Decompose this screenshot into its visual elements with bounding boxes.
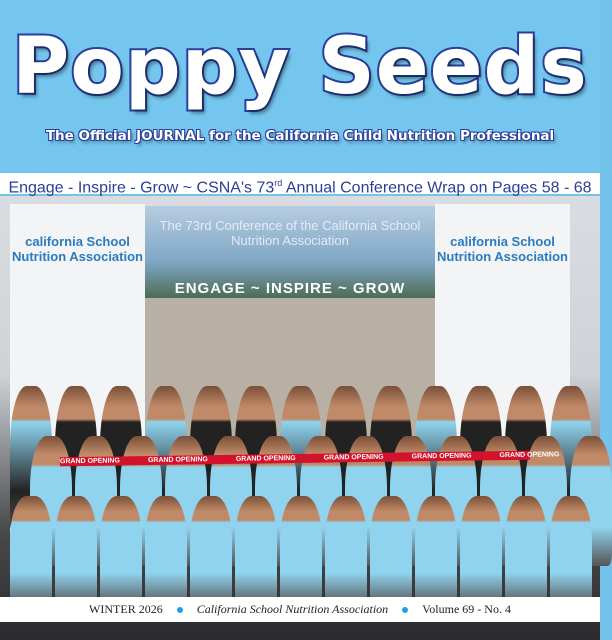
banner-motto: ENGAGE ~ INSPIRE ~ GROW <box>174 280 406 297</box>
tagline-text: Engage - Inspire - Grow ~ CSNA's 73 <box>8 179 275 197</box>
magazine-title: Poppy Seeds <box>12 22 588 112</box>
ribbon-text: GRAND OPENING <box>235 454 296 463</box>
person <box>460 496 502 606</box>
person <box>370 496 412 606</box>
ribbon-text: GRAND OPENING <box>147 456 208 465</box>
cover-footer <box>0 597 600 622</box>
person <box>505 496 547 606</box>
ribbon-text: GRAND OPENING <box>59 457 120 466</box>
ribbon-text: GRAND OPENING <box>499 451 560 460</box>
person <box>145 496 187 606</box>
tagline-sup: rd <box>274 178 283 188</box>
conference-banner <box>145 206 435 298</box>
masthead <box>0 0 600 172</box>
pillar-logo-right: california School Nutrition Association <box>437 234 568 264</box>
pillar-logo: california School Nutrition Association <box>12 234 143 264</box>
ribbon-text: GRAND OPENING <box>411 452 472 461</box>
association-name: California School Nutrition Association <box>196 602 389 616</box>
cover-tagline <box>0 173 600 197</box>
issue-date: WINTER 2026 <box>89 602 163 616</box>
magazine-subtitle: The Official JOURNAL for the California Child Nutrition Professional <box>45 128 555 144</box>
person <box>100 496 142 606</box>
bullet-dot-icon <box>402 607 408 613</box>
person <box>550 496 592 606</box>
person <box>235 496 277 606</box>
person <box>10 496 52 606</box>
bullet-dot-icon <box>177 607 183 613</box>
banner-line: The 73rd Conference of the California School Nutrition Association <box>159 218 421 248</box>
person <box>190 496 232 606</box>
tagline-text-end: Annual Conference Wrap on Pages 58 - 68 <box>282 179 592 197</box>
cover-photo <box>0 196 600 640</box>
person <box>280 496 322 606</box>
person <box>415 496 457 606</box>
volume-number: Volume 69 - No. 4 <box>422 602 511 616</box>
person <box>325 496 367 606</box>
ribbon-text: GRAND OPENING <box>323 453 384 462</box>
person <box>55 496 97 606</box>
